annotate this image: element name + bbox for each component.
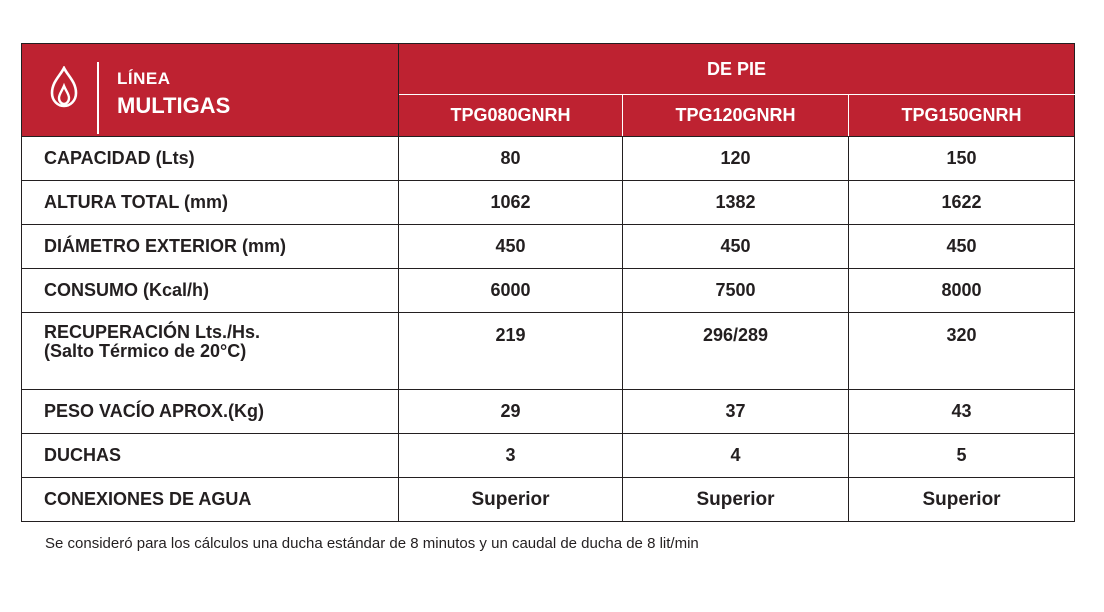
model-header: TPG120GNRH (623, 95, 849, 137)
row-value: 37 (623, 390, 849, 434)
row-label: DIÁMETRO EXTERIOR (mm) (22, 225, 399, 269)
row-label (22, 313, 399, 390)
table-row (22, 390, 1075, 434)
row-value: 43 (849, 390, 1075, 434)
row-label: ALTURA TOTAL (mm) (22, 181, 399, 225)
row-value: 6000 (399, 269, 623, 313)
model-header: TPG150GNRH (849, 95, 1075, 137)
table-row (22, 478, 1075, 522)
table-row (22, 434, 1075, 478)
row-value: 450 (849, 225, 1075, 269)
row-value: 120 (623, 137, 849, 181)
model-header: TPG080GNRH (399, 95, 623, 137)
row-value: 1382 (623, 181, 849, 225)
row-value: Superior (623, 478, 849, 522)
table-row (22, 181, 1075, 225)
row-value: 150 (849, 137, 1075, 181)
footnote: Se consideró para los cálculos una ducha estándar de 8 minutos y un caudal de ducha de 8 lit/min (45, 535, 699, 552)
row-value: 219 (399, 313, 623, 390)
brand-line1: LÍNEA (117, 69, 171, 88)
brand-cell (22, 44, 399, 137)
row-label: PESO VACÍO APROX.(Kg) (22, 390, 399, 434)
row-value: Superior (849, 478, 1075, 522)
flame-icon (50, 66, 78, 108)
row-value: 320 (849, 313, 1075, 390)
row-value: 5 (849, 434, 1075, 478)
row-value: 3 (399, 434, 623, 478)
row-value: 7500 (623, 269, 849, 313)
row-value: 29 (399, 390, 623, 434)
table-row (22, 269, 1075, 313)
row-value: 4 (623, 434, 849, 478)
row-value: 1062 (399, 181, 623, 225)
group-header: DE PIE (399, 44, 1075, 95)
row-value: 450 (623, 225, 849, 269)
spec-table (21, 43, 1075, 522)
row-label-line1: RECUPERACIÓN Lts./Hs. (44, 322, 261, 342)
row-value: 8000 (849, 269, 1075, 313)
row-value: Superior (399, 478, 623, 522)
row-value: 450 (399, 225, 623, 269)
header-row-group (22, 44, 1075, 95)
row-label: CONSUMO (Kcal/h) (22, 269, 399, 313)
brand-line2: MULTIGAS (117, 93, 231, 118)
row-label-line2: (Salto Térmico de 20°C) (44, 341, 247, 361)
row-label: CAPACIDAD (Lts) (22, 137, 399, 181)
row-value: 80 (399, 137, 623, 181)
row-label: CONEXIONES DE AGUA (22, 478, 399, 522)
row-label: DUCHAS (22, 434, 399, 478)
table-row (22, 137, 1075, 181)
brand-divider (97, 62, 99, 134)
row-value: 1622 (849, 181, 1075, 225)
table-row (22, 313, 1075, 390)
row-value: 296/289 (623, 313, 849, 390)
table-row (22, 225, 1075, 269)
